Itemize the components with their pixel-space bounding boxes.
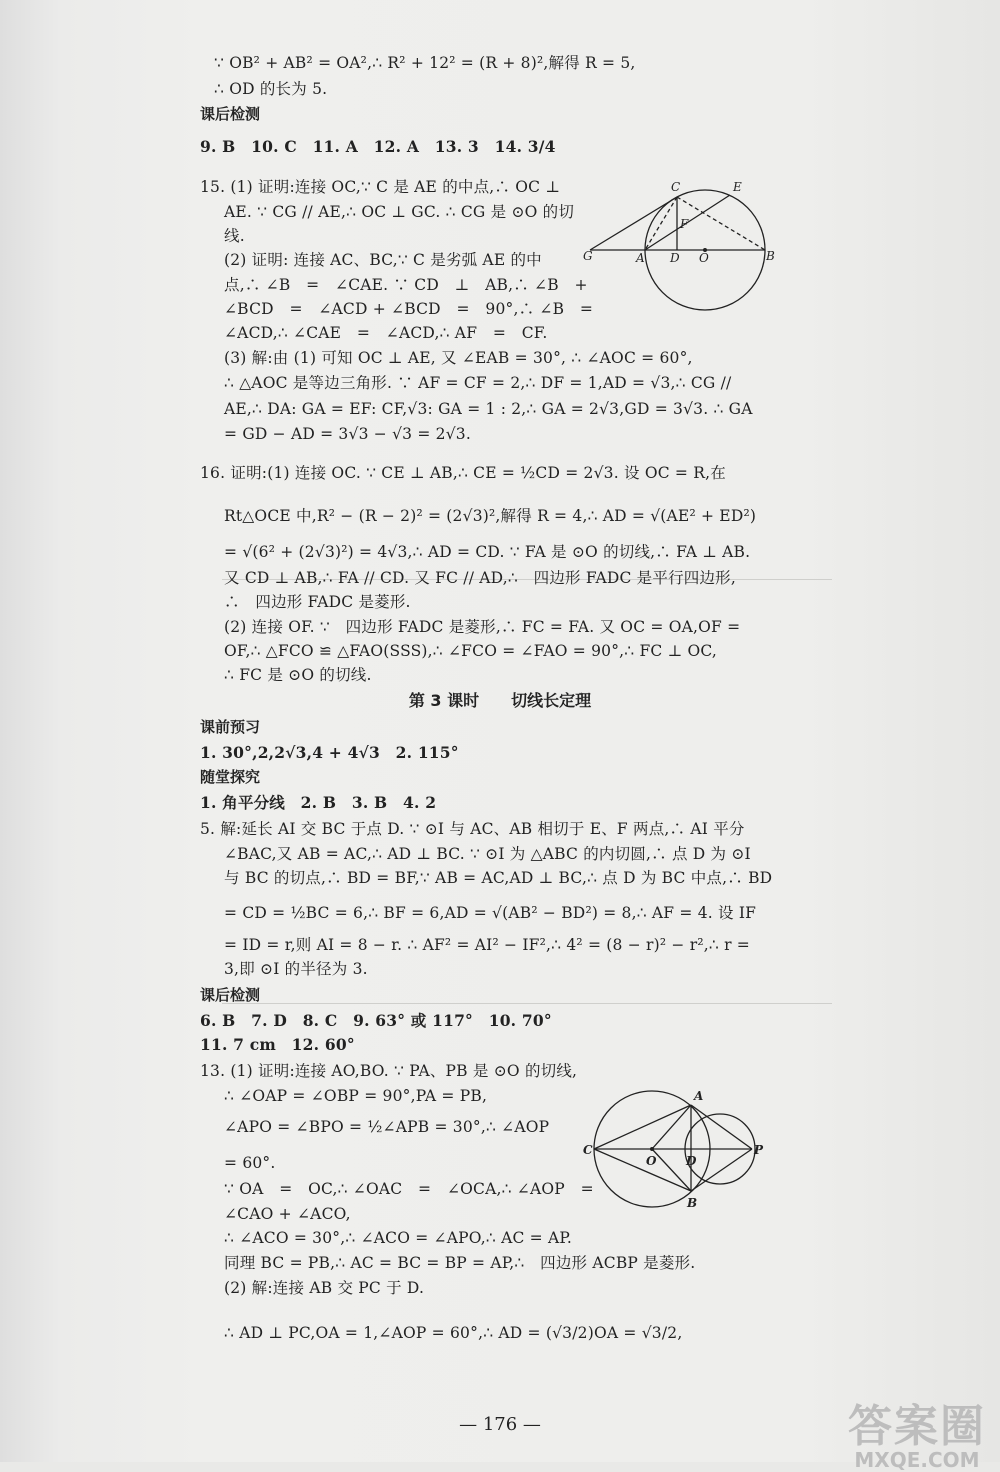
section-heading: 课后检测 [200,105,261,123]
fig2-label-d: D [686,1154,697,1168]
fig1-label-o: O [699,251,709,265]
segment-ap [691,1105,752,1149]
watermark-sub: MXQE.COM [854,1448,980,1472]
text-line: 16. 证明:(1) 连接 OC. ∵ CE ⊥ AB,∴ CE = ½CD = 2√3. 设 OC = R,在 [200,464,726,482]
text-line: (2) 证明: 连接 AC、BC,∵ C 是劣弧 AE 的中 [224,251,542,269]
text-line: ∠ACD,∴ ∠CAE = ∠ACD,∴ AF = CF. [224,324,548,342]
page-number: — 176 — [459,1414,541,1435]
text-line: 线. [224,227,245,245]
text-line: (2) 解:连接 AB 交 PC 于 D. [224,1279,425,1297]
segment-cb [677,197,765,250]
fig1-label-d: D [670,251,680,265]
fig1-label-e: E [733,180,742,194]
segment-gc [590,197,677,250]
text-line: ∴ ∠ACO = 30°,∴ ∠ACO = ∠APO,∴ AC = AP. [224,1229,572,1247]
answer-line: 11. 7 cm 12. 60° [200,1035,355,1054]
answer-line: 1. 角平分线 2. B 3. B 4. 2 [200,793,437,812]
segment-ca [645,197,677,250]
text-line: 3,即 ⊙I 的半径为 3. [224,960,368,978]
fig1-label-b: B [766,249,775,263]
center-point [650,1147,654,1151]
section-heading: 课后检测 [200,986,261,1004]
answer-line: 6. B 7. D 8. C 9. 63° 或 117° 10. 70° [200,1011,552,1030]
text-line: = 60°. [224,1154,276,1172]
text-line: ∵ OB² + AB² = OA²,∴ R² + 12² = (R + 8)²,解得 R = 5, [214,54,636,72]
ghost-rule [222,1003,832,1004]
fig2-label-c: C [583,1143,593,1157]
text-line: (2) 连接 OF. ∵ 四边形 FADC 是菱形,∴ FC = FA. 又 OC = OA,OF = [224,618,741,636]
text-line: ∠BAC,又 AB = AC,∴ AD ⊥ BC. ∵ ⊙I 为 △ABC 的内切圆,∴ 点 D 为 ⊙I [224,845,751,863]
text-line: = CD = ½BC = 6,∴ BF = 6,AD = √(AB² − BD²) = 8,∴ AF = 4. 设 IF [224,904,757,922]
section-heading: 课前预习 [200,718,261,736]
answer-line: 9. B 10. C 11. A 12. A 13. 3 14. 3/4 [200,137,556,156]
text-line: ∴ FC 是 ⊙O 的切线. [224,666,372,684]
section-heading: 随堂探究 [200,768,261,786]
text-line: = GD − AD = 3√3 − √3 = 2√3. [224,425,471,443]
text-line: = ID = r,则 AI = 8 − r. ∴ AF² = AI² − IF²,∴ 4² = (8 − r)² − r²,∴ r = [224,936,750,954]
text-line: ∴ ∠OAP = ∠OBP = 90°,PA = PB, [224,1087,488,1105]
text-line: ∴ △AOC 是等边三角形. ∵ AF = CF = 2,∴ DF = 1,AD = √3,∴ CG // [224,374,732,392]
text-line: ∠CAO + ∠ACO, [224,1205,351,1223]
watermark-logo [848,1401,986,1472]
fig1-label-a: A [636,251,645,265]
text-line: = √(6² + (2√3)²) = 4√3,∴ AD = CD. ∵ FA 是 ⊙O 的切线,∴ FA ⊥ AB. [224,543,751,561]
fig1-label-c: C [671,180,681,194]
text-line: (3) 解:由 (1) 可知 OC ⊥ AE, 又 ∠EAB = 30°, ∴ ∠AOC = 60°, [224,349,693,367]
text-line: 与 BC 的切点,∴ BD = BF,∵ AB = AC,AD ⊥ BC,∴ 点 D 为 BC 中点,∴ BD [224,869,773,887]
geometry-figure-circle-tangent [580,170,780,330]
text-line: 13. (1) 证明:连接 AO,BO. ∵ PA、PB 是 ⊙O 的切线, [200,1062,578,1080]
watermark-main: 答案圈 [848,1401,986,1452]
text-line: 点,∴ ∠B = ∠CAE. ∵ CD ⊥ AB,∴ ∠B + [224,276,588,294]
segment-ca [594,1105,691,1149]
text-line: ∵ OA = OC,∴ ∠OAC = ∠OCA,∴ ∠AOP = [224,1180,594,1198]
text-line: 5. 解:延长 AI 交 BC 于点 D. ∵ ⊙I 与 AC、AB 相切于 E、F 两点,∴ AI 平分 [200,820,745,838]
lesson-title: 第 3 课时 切线长定理 [408,691,592,710]
fig1-label-f: F [680,217,689,231]
fig2-label-o: O [646,1154,657,1168]
text-line: 又 CD ⊥ AB,∴ FA // CD. 又 FC // AD,∴ 四边形 FADC 是平行四边形, [224,569,736,587]
fig2-label-b: B [687,1196,698,1210]
answer-line: 1. 30°,2,2√3,4 + 4√3 2. 115° [200,743,459,762]
text-line: AE,∴ DA: GA = EF: CF,√3: GA = 1 : 2,∴ GA = 2√3,GD = 3√3. ∴ GA [224,400,753,418]
text-line: OF,∴ △FCO ≌ △FAO(SSS),∴ ∠FCO = ∠FAO = 90°,∴ FC ⊥ OC, [224,642,718,660]
text-line: ∠BCD = ∠ACD + ∠BCD = 90°,∴ ∠B = [224,300,594,318]
text-line: Rt△OCE 中,R² − (R − 2)² = (2√3)²,解得 R = 4,∴ AD = √(AE² + ED²) [224,507,757,525]
text-line: ∴ 四边形 FADC 是菱形. [224,593,411,611]
geometry-figure-rhombus-tangent [580,1085,770,1215]
segment-cb [594,1149,691,1191]
text-line: ∴ AD ⊥ PC,OA = 1,∠AOP = 60°,∴ AD = (√3/2)OA = √3/2, [224,1324,683,1342]
fig1-label-g: G [583,249,593,263]
text-line: AE. ∵ CG // AE,∴ OC ⊥ GC. ∴ CG 是 ⊙O 的切 [224,203,575,221]
fig2-label-a: A [694,1089,704,1103]
segment-bp [691,1149,752,1191]
text-line: 15. (1) 证明:连接 OC,∵ C 是 AE 的中点,∴ OC ⊥ [200,178,561,196]
fig2-label-p: P [754,1143,764,1157]
text-line: ∠APO = ∠BPO = ½∠APB = 30°,∴ ∠AOP [224,1118,550,1136]
text-line: ∴ OD 的长为 5. [214,80,328,98]
text-line: 同理 BC = PB,∴ AC = BC = BP = AP,∴ 四边形 ACBP 是菱形. [224,1254,696,1272]
